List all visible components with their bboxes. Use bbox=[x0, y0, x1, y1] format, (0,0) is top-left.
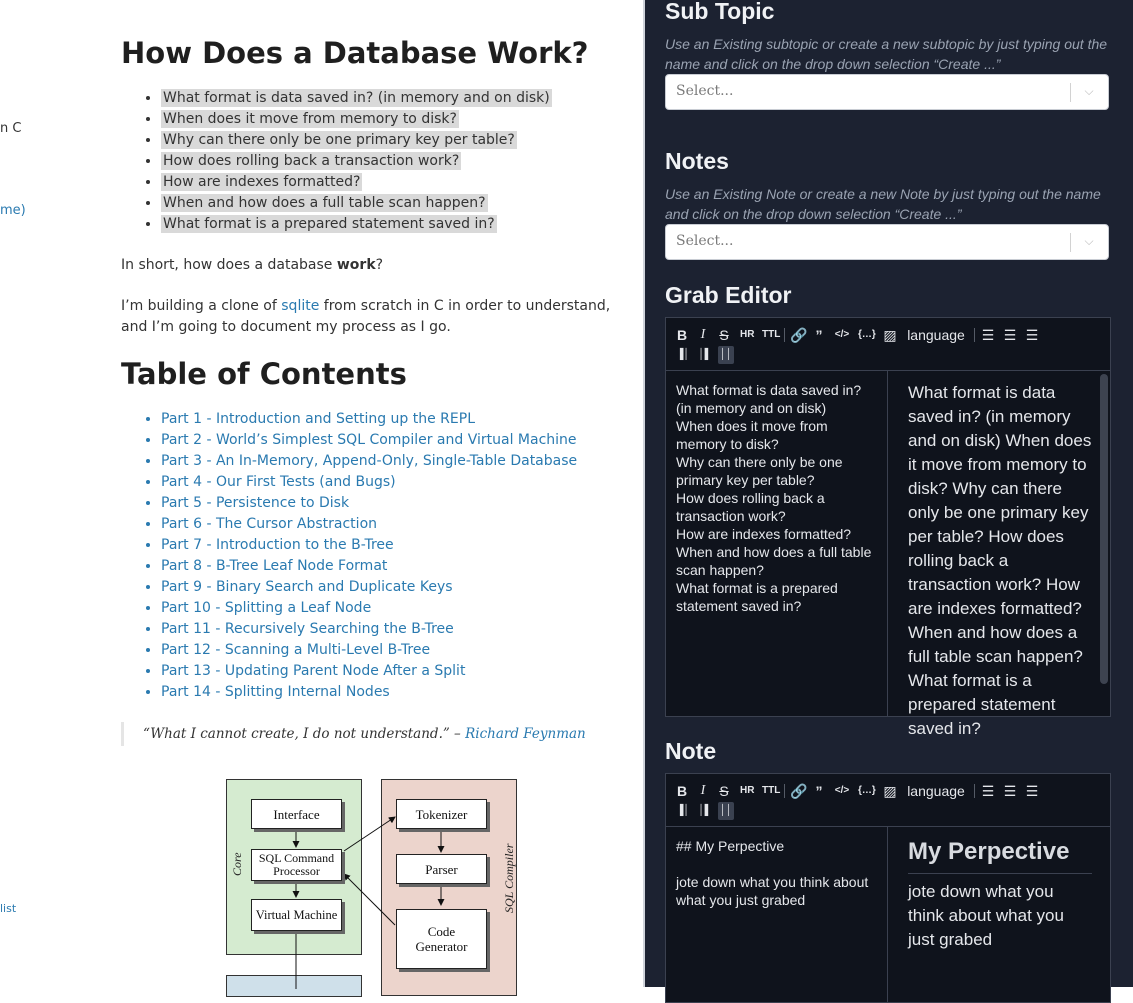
toc-item bbox=[161, 430, 577, 451]
note-preview-heading: My Perpective bbox=[908, 837, 1092, 874]
code-block-icon[interactable]: {…} bbox=[858, 329, 876, 340]
note-title: Note bbox=[665, 738, 717, 764]
link-icon[interactable]: 🔗 bbox=[790, 327, 808, 343]
question-list bbox=[121, 88, 552, 235]
toc-link[interactable]: Part 12 - Scanning a Multi-Level B-Tree bbox=[161, 642, 431, 658]
question-text[interactable]: How are indexes formatted? bbox=[163, 174, 361, 190]
toc-item bbox=[161, 577, 577, 598]
checklist-icon[interactable]: ☰ bbox=[1025, 783, 1039, 799]
title-icon[interactable]: TTL bbox=[762, 329, 781, 340]
note-preview-body: jote down what you think about what you just grabed bbox=[908, 882, 1064, 949]
code-icon[interactable]: </> bbox=[834, 329, 850, 340]
unordered-list-icon[interactable]: ☰ bbox=[1003, 327, 1017, 343]
edit-mode-icon[interactable]: ▐│ bbox=[676, 805, 690, 816]
toc-link[interactable]: Part 14 - Splitting Internal Nodes bbox=[161, 684, 390, 700]
toc-link[interactable]: Part 2 - World’s Simplest SQL Compiler and Virtual Machine bbox=[161, 432, 577, 448]
toc-item bbox=[161, 640, 577, 661]
summary-suffix: ? bbox=[375, 257, 384, 273]
list-item bbox=[161, 88, 552, 109]
sqlite-link[interactable]: sqlite bbox=[281, 298, 320, 314]
quote-text: “What I cannot create, I do not understand.” – bbox=[143, 726, 466, 742]
subtopic-select[interactable] bbox=[665, 74, 1109, 110]
preview-mode-icon[interactable]: │▌ bbox=[698, 805, 712, 816]
virtual-machine-box: Virtual Machine bbox=[251, 899, 342, 931]
horizontal-rule-icon[interactable]: HR bbox=[740, 785, 755, 796]
toolbar-divider bbox=[784, 328, 785, 342]
toc-list bbox=[121, 409, 577, 703]
language-button[interactable]: language bbox=[907, 783, 965, 799]
sidebar-fragment-link[interactable]: me) bbox=[0, 203, 26, 218]
question-text[interactable]: How does rolling back a transaction work? bbox=[163, 153, 460, 169]
language-button[interactable]: language bbox=[907, 327, 965, 343]
note-preview-pane bbox=[888, 827, 1110, 1003]
editor-toolbar bbox=[666, 774, 1110, 827]
notes-help: Use an Existing Note or create a new Note by just typing out the name and click on the drop down selection “Create ...” bbox=[665, 186, 1101, 222]
subtopic-help: Use an Existing subtopic or create a new subtopic by just typing out the name and click on the drop down selection “Create ...” bbox=[665, 36, 1108, 72]
toc-item bbox=[161, 556, 577, 577]
interface-box: Interface bbox=[251, 799, 342, 829]
parser-box: Parser bbox=[396, 854, 487, 884]
list-item bbox=[161, 193, 552, 214]
toc-link[interactable]: Part 10 - Splitting a Leaf Node bbox=[161, 600, 372, 616]
code-block-icon[interactable]: {…} bbox=[858, 785, 876, 796]
preview-scrollbar[interactable] bbox=[1100, 374, 1108, 684]
core-label: Core bbox=[230, 852, 244, 876]
image-icon[interactable]: ▨ bbox=[883, 327, 897, 343]
strikethrough-icon[interactable]: S bbox=[719, 327, 729, 343]
toc-link[interactable]: Part 4 - Our First Tests (and Bugs) bbox=[161, 474, 396, 490]
bold-icon[interactable]: B bbox=[676, 327, 688, 343]
toc-item bbox=[161, 661, 577, 682]
notes-title: Notes bbox=[665, 148, 729, 174]
split-mode-icon[interactable]: ││ bbox=[718, 346, 734, 364]
unordered-list-icon[interactable]: ☰ bbox=[1003, 783, 1017, 799]
toc-title: Table of Contents bbox=[121, 357, 407, 391]
toolbar-divider bbox=[974, 328, 975, 342]
toc-item bbox=[161, 493, 577, 514]
code-icon[interactable]: </> bbox=[834, 785, 850, 796]
subtopic-title: Sub Topic bbox=[665, 0, 775, 24]
toc-item bbox=[161, 619, 577, 640]
architecture-diagram bbox=[226, 779, 526, 989]
article-title: How Does a Database Work? bbox=[121, 36, 589, 70]
preview-mode-icon[interactable]: │▌ bbox=[698, 349, 712, 360]
blockquote bbox=[121, 722, 604, 746]
chevron-down-icon[interactable]: ⌵ bbox=[1084, 234, 1094, 248]
list-item bbox=[161, 151, 552, 172]
list-item bbox=[161, 172, 552, 193]
notes-placeholder: Select... bbox=[676, 233, 734, 249]
toc-item bbox=[161, 682, 577, 703]
select-separator bbox=[1070, 83, 1071, 102]
question-text[interactable]: What format is data saved in? (in memory and on disk) bbox=[163, 90, 550, 106]
question-text[interactable]: When does it move from memory to disk? bbox=[163, 111, 457, 127]
quote-icon[interactable]: ” bbox=[815, 327, 823, 343]
quote-author-link[interactable]: Richard Feynman bbox=[465, 726, 586, 742]
summary-text: In short, how does a database bbox=[121, 257, 337, 273]
toc-item bbox=[161, 472, 577, 493]
grab-editor-title: Grab Editor bbox=[665, 282, 792, 308]
tokenizer-box: Tokenizer bbox=[396, 799, 487, 829]
sidebar-fragment-text: n C bbox=[0, 121, 22, 136]
image-icon[interactable]: ▨ bbox=[883, 783, 897, 799]
split-mode-icon[interactable]: ││ bbox=[718, 802, 734, 820]
notes-select[interactable] bbox=[665, 224, 1109, 260]
toc-item bbox=[161, 598, 577, 619]
intro-paragraph bbox=[121, 296, 616, 338]
italic-icon[interactable]: I bbox=[700, 783, 706, 798]
sidebar-fragment-link-small[interactable]: list bbox=[0, 902, 17, 915]
select-separator bbox=[1070, 233, 1071, 252]
title-icon[interactable]: TTL bbox=[762, 785, 781, 796]
subtopic-placeholder: Select... bbox=[676, 83, 734, 99]
toc-item bbox=[161, 451, 577, 472]
toc-item bbox=[161, 409, 577, 430]
list-item bbox=[161, 130, 552, 151]
toolbar-divider bbox=[974, 784, 975, 798]
editor-toolbar bbox=[666, 318, 1110, 371]
toc-link[interactable]: Part 3 - An In-Memory, Append-Only, Single-Table Database bbox=[161, 453, 578, 469]
bold-icon[interactable]: B bbox=[676, 783, 688, 799]
grab-preview-pane: What format is data saved in? (in memory and on disk) When does it move from memory to disk? Why can there only be one primary key per table? How does rolling back a transaction work? How are indexes formatted? When and how does a full table scan happen? What format is a prepared statement saved in? bbox=[908, 383, 1092, 738]
toc-item bbox=[161, 535, 577, 556]
question-text[interactable]: Why can there only be one primary key per table? bbox=[163, 132, 515, 148]
list-item bbox=[161, 214, 552, 235]
intro-text: I’m building a clone of bbox=[121, 298, 282, 314]
ordered-list-icon[interactable]: ☰ bbox=[981, 327, 995, 343]
toc-link[interactable]: Part 5 - Persistence to Disk bbox=[161, 495, 350, 511]
question-text[interactable]: What format is a prepared statement saved in? bbox=[163, 216, 495, 232]
codegen-line1: Code bbox=[427, 924, 456, 939]
toc-item bbox=[161, 514, 577, 535]
question-text[interactable]: When and how does a full table scan happen? bbox=[163, 195, 486, 211]
toc-link[interactable]: Part 9 - Binary Search and Duplicate Keys bbox=[161, 579, 453, 595]
toc-link[interactable]: Part 8 - B-Tree Leaf Node Format bbox=[161, 558, 388, 574]
edit-mode-icon[interactable]: ▐│ bbox=[676, 349, 690, 360]
sql-command-line2: Processor bbox=[273, 864, 320, 878]
toc-link[interactable]: Part 7 - Introduction to the B-Tree bbox=[161, 537, 394, 553]
code-generator-box bbox=[396, 909, 487, 969]
toc-link[interactable]: Part 6 - The Cursor Abstraction bbox=[161, 516, 378, 532]
sql-command-line1: SQL Command bbox=[258, 851, 335, 865]
sql-command-processor-box bbox=[251, 849, 342, 881]
summary-paragraph bbox=[121, 255, 616, 276]
strikethrough-icon[interactable]: S bbox=[719, 783, 729, 799]
intro-suffix: from scratch in C in order to understand, and I’m going to document my process as I go. bbox=[121, 298, 611, 335]
note-editor bbox=[665, 773, 1111, 1003]
grab-editor bbox=[665, 317, 1111, 738]
list-item bbox=[161, 109, 552, 130]
toc-link[interactable]: Part 11 - Recursively Searching the B-Tree bbox=[161, 621, 454, 637]
quote-paragraph bbox=[143, 722, 604, 746]
link-icon[interactable]: 🔗 bbox=[790, 783, 808, 799]
checklist-icon[interactable]: ☰ bbox=[1025, 327, 1039, 343]
note-source-pane[interactable]: ## My Perpective jote down what you think about what you just grabed bbox=[666, 827, 888, 1003]
chevron-down-icon[interactable]: ⌵ bbox=[1084, 84, 1094, 98]
codegen-line2: Generator bbox=[415, 939, 468, 954]
grab-panel bbox=[643, 0, 1133, 987]
quote-icon[interactable]: ” bbox=[815, 783, 823, 799]
compiler-label: SQL Compiler bbox=[502, 843, 516, 913]
toc-link[interactable]: Part 13 - Updating Parent Node After a Split bbox=[161, 663, 466, 679]
horizontal-rule-icon[interactable]: HR bbox=[740, 329, 755, 340]
toc-link[interactable]: Part 1 - Introduction and Setting up the REPL bbox=[161, 411, 475, 427]
ordered-list-icon[interactable]: ☰ bbox=[981, 783, 995, 799]
summary-bold: work bbox=[336, 257, 376, 273]
toolbar-divider bbox=[784, 784, 785, 798]
grab-source-pane[interactable]: What format is data saved in? (in memory and on disk) When does it move from memory to disk? Why can there only be one primary key per table? How does rolling back a transaction work? How are indexes formatted? When and how does a full table scan happen? What format is a prepared statement saved in? bbox=[666, 371, 888, 717]
italic-icon[interactable]: I bbox=[700, 327, 706, 342]
